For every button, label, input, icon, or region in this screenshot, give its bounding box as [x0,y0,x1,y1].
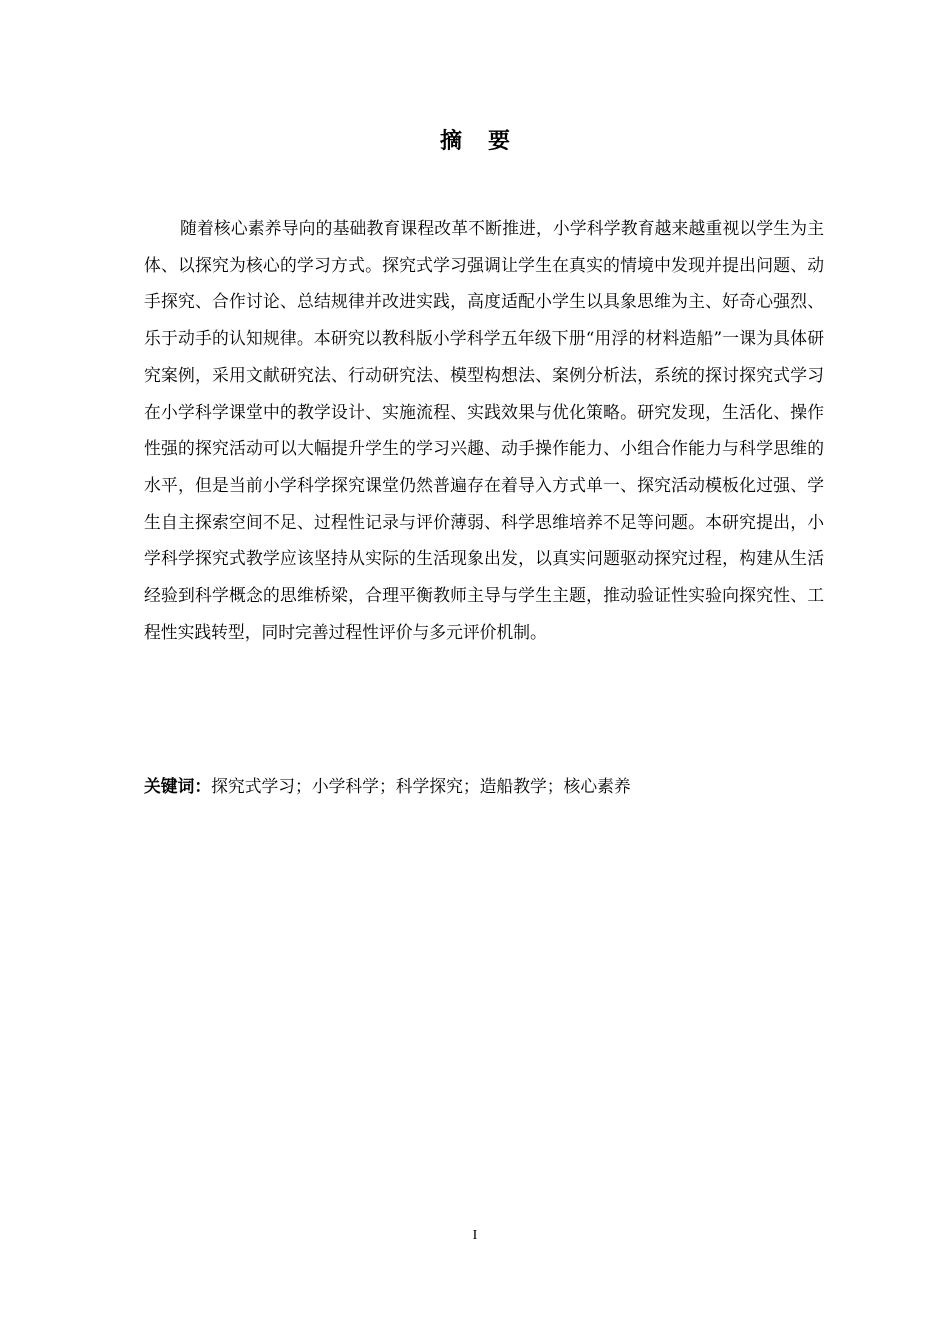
keywords-label: 关键词： [144,776,212,796]
page-title: 摘要 [439,129,536,154]
keywords-list: 探究式学习；小学科学；科学探究；造船教学；核心素养 [211,776,631,796]
page-number: I [472,1228,478,1243]
keywords-line [144,770,824,802]
abstract-body: 随着核心素养导向的基础教育课程改革不断推进，小学科学教育越来越重视以学生为主体、以探究为核心的学习方式。探究式学习强调让学生在真实的情境中发现并提出问题、动手探究、合作讨论、总结规律并改进实践，高度适配小学生以具象思维为主、好奇心强烈、乐于动手的认知规律。本研究以教科版小学科学五年级下册“用浮的材料造船”一课为具体研究案例，采用文献研究法、行动研究法、模型构想法、案例分析法，系统的探讨探究式学习在小学科学课堂中的教学设计、实施流程、实践效果与优化策略。研究发现，生活化、操作性强的探究活动可以大幅提升学生的学习兴趣、动手操作能力、小组合作能力与科学思维的水平，但是当前小学科学探究课堂仍然普遍存在着导入方式单一、探究活动模板化过强、学生自主探索空间不足、过程性记录与评价薄弱、科学思维培养不足等问题。本研究提出，小学科学探究式教学应该坚持从实际的生活现象出发，以真实问题驱动探究过程，构建从生活经验到科学概念的思维桥梁，合理平衡教师主导与学生主题，推动验证性实验向探究性、工程性实践转型，同时完善过程性评价与多元评价机制。 [144,218,824,642]
